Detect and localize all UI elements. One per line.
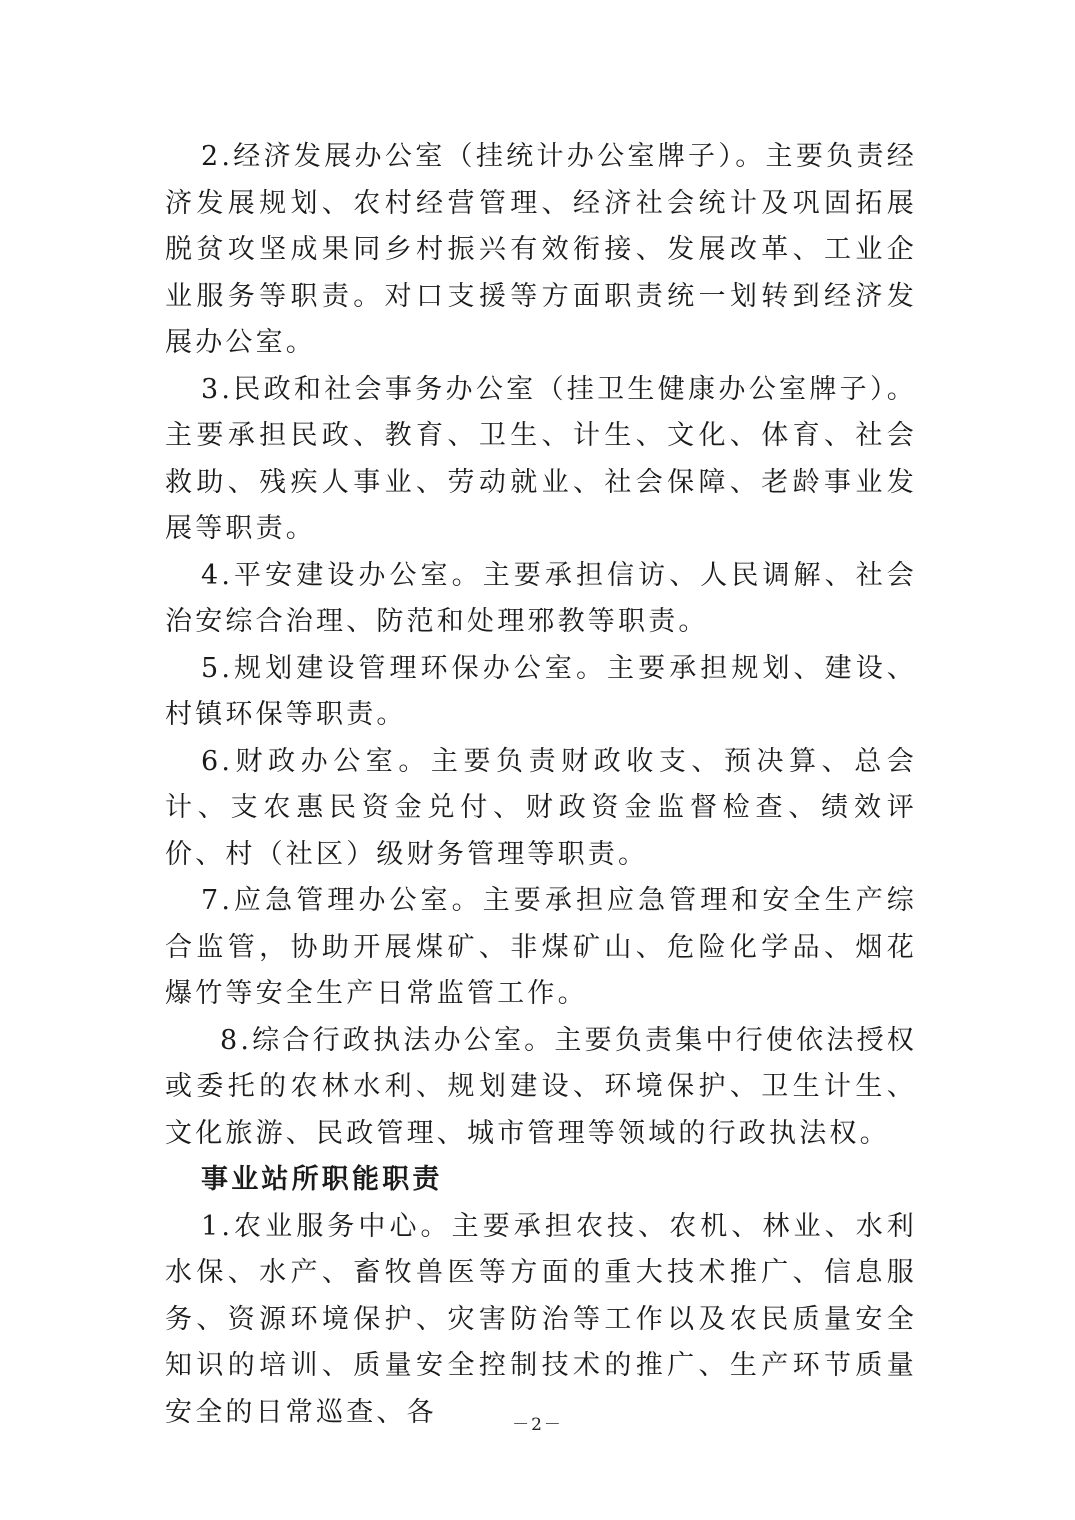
paragraph-planning-construction-office: 5.规划建设管理环保办公室。主要承担规划、建设、村镇环保等职责。: [165, 652, 917, 730]
page-number: －2－: [512, 1415, 563, 1435]
paragraph-law-enforcement-office: 8.综合行政执法办公室。主要负责集中行使依法授权或委托的农林水利、规划建设、环境保护、卫生计生、文化旅游、民政管理、城市管理等领域的行政执法权。: [165, 1024, 917, 1149]
paragraph-emergency-management-office: 7.应急管理办公室。主要承担应急管理和安全生产综合监管，协助开展煤矿、非煤矿山、危险化学品、烟花爆竹等安全生产日常监管工作。: [165, 885, 917, 1009]
paragraph-peace-building-office: 4.平安建设办公室。主要承担信访、人民调解、社会治安综合治理、防范和处理邪教等职责。: [165, 559, 917, 637]
paragraph-economic-development-office: 2.经济发展办公室（挂统计办公室牌子）。主要负责经济发展规划、农村经营管理、经济社会统计及巩固拓展脱贫攻坚成果同乡村振兴有效衔接、发展改革、工业企业服务等职责。对口支援等方面职责统一划转到经济发展办公室。: [165, 141, 917, 358]
paragraph-civil-affairs-office: 3.民政和社会事务办公室（挂卫生健康办公室牌子）。主要承担民政、教育、卫生、计生、文化、体育、社会救助、残疾人事业、劳动就业、社会保障、老龄事业发展等职责。: [165, 373, 917, 544]
document-body: [165, 134, 917, 1436]
paragraph-finance-office: 6.财政办公室。主要负责财政收支、预决算、总会计、支农惠民资金兑付、财政资金监督检查、绩效评价、村（社区）级财务管理等职责。: [165, 745, 917, 870]
section-heading: 事业站所职能职责: [201, 1164, 443, 1195]
paragraph-agricultural-service-center: 1.农业服务中心。主要承担农技、农机、林业、水利水保、水产、畜牧兽医等方面的重大技术推广、信息服务、资源环境保护、灾害防治等工作以及农民质量安全知识的培训、质量安全控制技术的推广、生产环节质量安全的日常巡查、各: [165, 1210, 917, 1428]
